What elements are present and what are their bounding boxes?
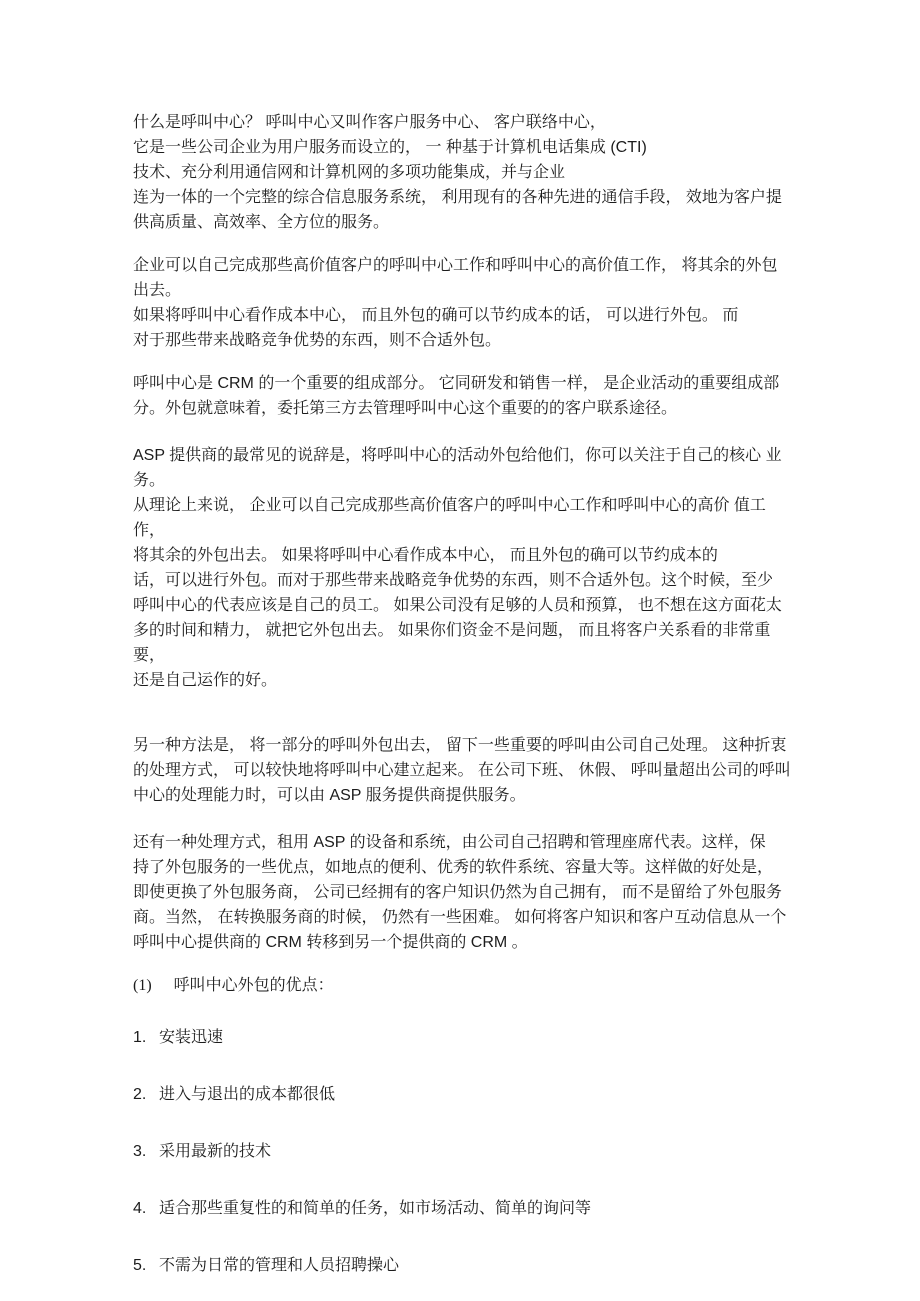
- text-line: 企业可以自己完成那些高价值客户的呼叫中心工作和呼叫中心的高价值工作， 将其余的外包 出去。: [133, 257, 782, 299]
- text-line: 持了外包服务的一些优点，如地点的便利、优秀的软件系统、容量大等。这样做的好处是，: [133, 859, 774, 876]
- list-item-number: 4.: [133, 1200, 147, 1217]
- list-item-number: 3.: [133, 1143, 147, 1160]
- text-line: 对于那些带来战略竞争优势的东西，则不合适外包。: [133, 332, 502, 349]
- text-line: 多的时间和精力， 就把它外包出去。 如果你们资金不是问题， 而且将客户关系看的非常重要，: [133, 622, 771, 664]
- paragraph: [133, 253, 792, 353]
- text-line: 将其余的外包出去。 如果将呼叫中心看作成本中心， 而且外包的确可以节约成本的: [133, 547, 718, 564]
- text-line: 分。外包就意味着，委托第三方去管理呼叫中心这个重要的的客户联系途径。: [133, 400, 678, 417]
- paragraph: [133, 443, 792, 693]
- text-line: 从理论上来说， 企业可以自己完成那些高价值客户的呼叫中心工作和呼叫中心的高价 值工作，: [133, 497, 766, 539]
- list-item-text: 进入与退出的成本都很低: [159, 1086, 336, 1103]
- paragraph: [133, 110, 792, 235]
- list-item: [133, 1082, 792, 1107]
- text-line: ASP 提供商的最常见的说辞是，将呼叫中心的活动外包给他们，你可以关注于自己的核心 业务。: [133, 447, 782, 489]
- text-line: 另一种方法是， 将一部分的呼叫外包出去， 留下一些重要的呼叫由公司自己处理。 这种折衷: [133, 737, 787, 754]
- text-line: 什么是呼叫中心？ 呼叫中心又叫作客户服务中心、 客户联络中心，: [133, 114, 606, 131]
- list-item: [133, 1196, 792, 1221]
- advantages-heading-text: 呼叫中心外包的优点：: [173, 977, 334, 994]
- paragraph: [133, 371, 792, 421]
- paragraph: [133, 830, 792, 955]
- text-line: 呼叫中心的代表应该是自己的员工。 如果公司没有足够的人员和预算， 也不想在这方面花太: [133, 597, 782, 614]
- text-line: 它是一些公司企业为用户服务而设立的， 一 种基于计算机电话集成 (CTI): [133, 139, 647, 156]
- list-item-number: 2.: [133, 1086, 147, 1103]
- list-item-text: 安装迅速: [159, 1029, 224, 1046]
- text-line: 还是自己运作的好。: [133, 672, 278, 689]
- text-line: 话，可以进行外包。而对于那些带来战略竞争优势的东西，则不合适外包。这个时候，至少: [133, 572, 774, 589]
- text-line: 技术、充分利用通信网和计算机网的多项功能集成，并与企业: [133, 164, 566, 181]
- list-item-text: 采用最新的技术: [159, 1143, 272, 1160]
- text-line: 连为一体的一个完整的综合信息服务系统， 利用现有的各种先进的通信手段， 效地为客户提: [133, 189, 782, 206]
- list-item-text: 不需为日常的管理和人员招聘操心: [159, 1257, 400, 1274]
- text-line: 中心的处理能力时，可以由 ASP 服务提供商提供服务。: [133, 787, 526, 804]
- text-line: 商。当然， 在转换服务商的时候， 仍然有一些困难。 如何将客户知识和客户互动信息从一个: [133, 909, 787, 926]
- list-item-number: 1.: [133, 1029, 147, 1046]
- list-item-number: 5.: [133, 1257, 147, 1274]
- list-item: [133, 1253, 792, 1278]
- text-line: 呼叫中心是 CRM 的一个重要的组成部分。 它同研发和销售一样， 是企业活动的重要组成部: [133, 375, 780, 392]
- text-line: 呼叫中心提供商的 CRM 转移到另一个提供商的 CRM 。: [133, 934, 528, 951]
- text-line: 供高质量、高效率、全方位的服务。: [133, 214, 390, 231]
- text-line: 即使更换了外包服务商， 公司已经拥有的客户知识仍然为自己拥有， 而不是留给了外包服务: [133, 884, 782, 901]
- advantages-list: [133, 1025, 792, 1278]
- list-item: [133, 1139, 792, 1164]
- list-item: [133, 1025, 792, 1050]
- advantages-heading-marker: (1): [133, 977, 152, 994]
- paragraphs: [133, 110, 792, 955]
- list-item-text: 适合那些重复性的和简单的任务，如市场活动、简单的询问等: [159, 1200, 592, 1217]
- text-line: 如果将呼叫中心看作成本中心， 而且外包的确可以节约成本的话， 可以进行外包。 而: [133, 307, 739, 324]
- text-line: 还有一种处理方式，租用 ASP 的设备和系统，由公司自己招聘和管理座席代表。这样，保: [133, 834, 766, 851]
- paragraph: [133, 733, 792, 808]
- advantages-heading: [133, 973, 792, 998]
- text-line: 的处理方式， 可以较快地将呼叫中心建立起来。 在公司下班、 休假、 呼叫量超出公司的呼叫: [133, 762, 791, 779]
